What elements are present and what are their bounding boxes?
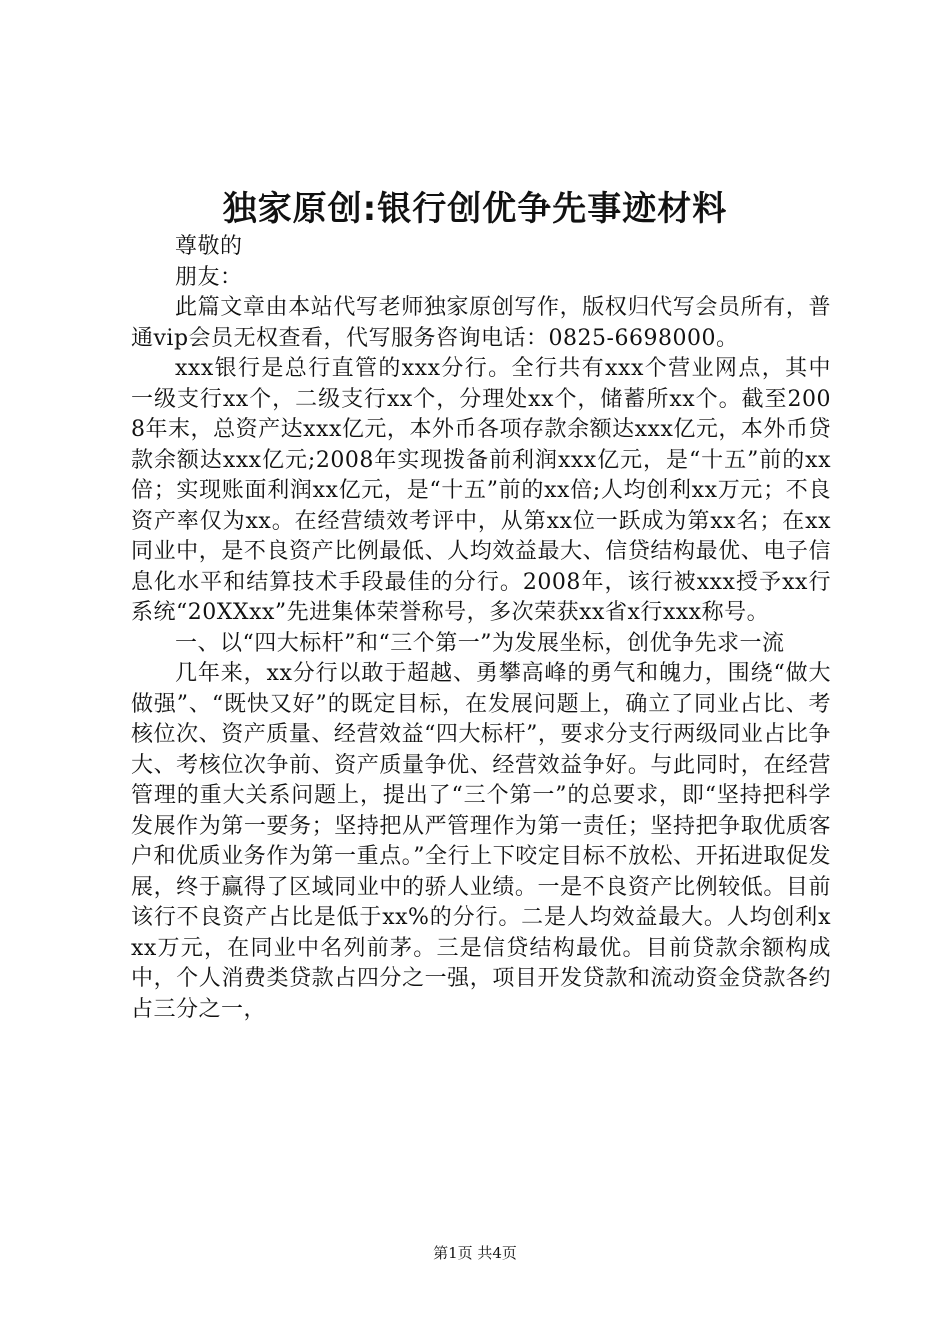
copyright-notice: 此篇文章由本站代写老师独家原创写作，版权归代写会员所有，普通vip会员无权查看，代写服务咨询电话：0825-6698000。 — [131, 295, 831, 351]
salutation-line-1: 尊敬的 — [175, 234, 243, 259]
document-body — [131, 232, 831, 1025]
bank-overview-paragraph: xxx银行是总行直管的xxx分行。全行共有xxx个营业网点，其中一级支行xx个，二级支行xx个，分理处xx个，储蓄所xx个。截至2008年末，总资产达xxx亿元，本外币各项存款余额达xxx亿元，本外币贷款余额达xxx亿元;2008年实现拨备前利润xxx亿元，是“十五”前的xx倍；实现账面利润xx亿元，是“十五”前的xx倍;人均创利xx万元；不良资产率仅为xx。在经营绩效考评中，从第xx位一跃成为第xx名；在xx同业中，是不良资产比例最低、人均效益最大、信贷结构最优、电子信息化水平和结算技术手段最佳的分行。2008年，该行被xxx授予xx行系统“20XXxx”先进集体荣誉称号，多次荣获xx省x行xxx称号。 — [131, 356, 831, 625]
document-title: 独家原创:银行创优争先事迹材料 — [222, 189, 728, 229]
section-heading-1: 一、以“四大标杆”和“三个第一”为发展坐标，创优争先求一流 — [175, 630, 785, 656]
salutation-line-2: 朋友： — [175, 264, 243, 290]
section-1-paragraph: 几年来，xx分行以敢于超越、勇攀高峰的勇气和魄力，围绕“做大做强”、“既快又好”的既定目标，在发展问题上，确立了同业占比、考核位次、资产质量、经营效益“四大标杆”，要求分支行两级同业占比争大、考核位次争前、资产质量争优、经营效益争好。与此同时，在经营管理的重大关系问题上，提出了“三个第一”的总要求，即“坚持把科学发展作为第一要务；坚持把从严管理作为第一责任；坚持把争取优质客户和优质业务作为第一重点。”全行上下咬定目标不放松、开拓进取促发展，终于赢得了区域同业中的骄人业绩。一是不良资产比例较低。目前该行不良资产占比是低于xx%的分行。二是人均效益最大。人均创利xxx万元，在同业中名列前茅。三是信贷结构最优。目前贷款余额构成中，个人消费类贷款占四分之一强，项目开发贷款和流动资金贷款各约占三分之一， — [131, 661, 831, 1022]
page-number-footer: 第1页 共4页 — [433, 1244, 517, 1262]
